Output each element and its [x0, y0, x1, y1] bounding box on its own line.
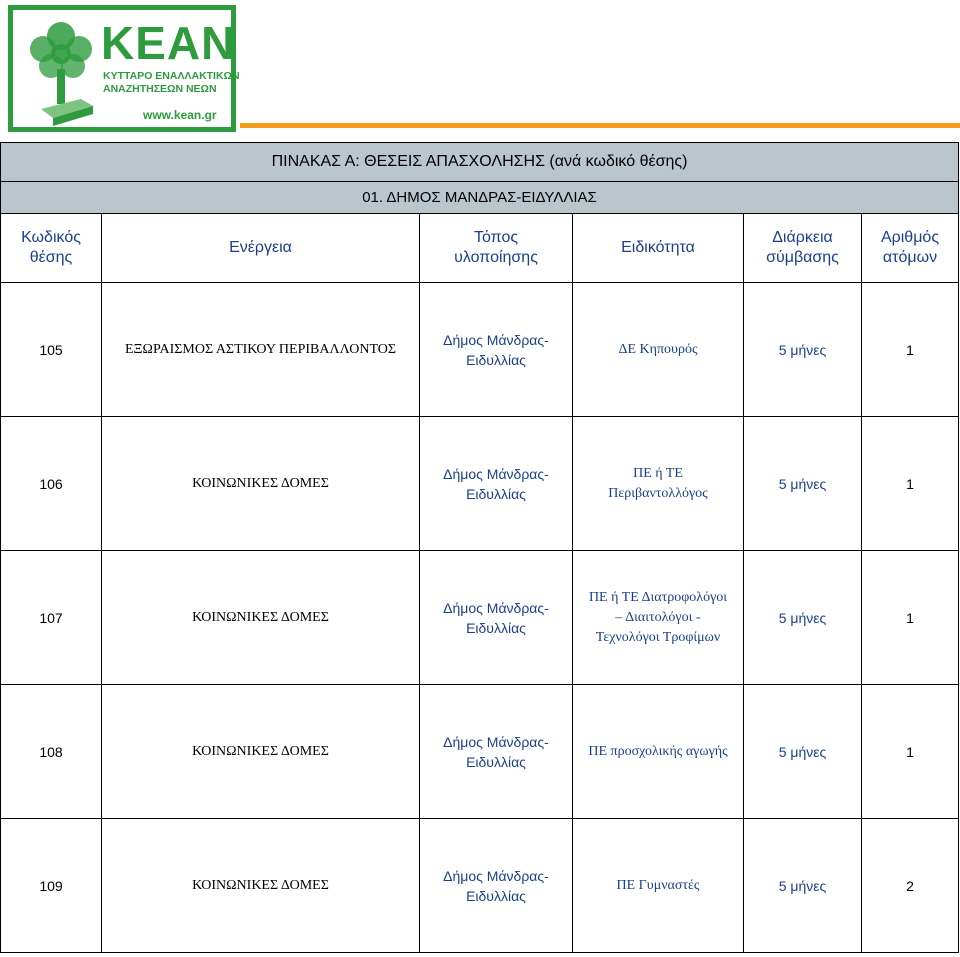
table-title: ΠΙΝΑΚΑΣ Α: ΘΕΣΕΙΣ ΑΠΑΣΧΟΛΗΣΗΣ (ανά κωδικό θέσης) [1, 143, 959, 182]
cell-specialty [573, 417, 744, 551]
cell-duration: 5 μήνες [744, 551, 862, 685]
cell-place-l1: Δήμος Μάνδρας- [443, 733, 549, 750]
table-subtitle-row [1, 182, 959, 214]
cell-code: 109 [1, 819, 102, 953]
header-duration-l2: σύμβασης [766, 249, 839, 266]
cell-code: 105 [1, 283, 102, 417]
table-header-row [1, 214, 959, 283]
cell-place [420, 417, 573, 551]
cell-spec-l1: ΠΕ προσχολικής αγωγής [588, 743, 728, 759]
logo-subtitle [103, 70, 240, 96]
table-row [1, 283, 959, 417]
table-title-row [1, 143, 959, 182]
table-row [1, 551, 959, 685]
cell-place-l2: Ειδυλλίας [466, 351, 526, 368]
cell-spec-l1: ΠΕ Γυμναστές [616, 877, 700, 893]
table-body [1, 283, 959, 953]
cell-place-l1: Δήμος Μάνδρας- [443, 331, 549, 348]
cell-place [420, 819, 573, 953]
header-place [420, 214, 573, 283]
cell-spec-l2: – Διαιτολόγοι - [615, 609, 701, 625]
orange-divider [240, 123, 960, 128]
cell-place [420, 685, 573, 819]
cell-spec-l1: ΠΕ ή ΤΕ [633, 465, 683, 481]
header-activity: Ενέργεια [102, 214, 420, 283]
cell-count: 1 [862, 685, 959, 819]
cell-place-l2: Ειδυλλίας [466, 485, 526, 502]
cell-count: 1 [862, 417, 959, 551]
logo-title: KEAN [101, 17, 236, 69]
cell-spec-l3: Τεχνολόγοι Τροφίμων [595, 629, 721, 645]
cell-place-l2: Ειδυλλίας [466, 619, 526, 636]
cell-specialty [573, 283, 744, 417]
cell-place-l1: Δήμος Μάνδρας- [443, 867, 549, 884]
header-place-l2: υλοποίησης [454, 249, 538, 266]
cell-spec-l1: ΔΕ Κηπουρός [618, 341, 698, 357]
cell-place [420, 283, 573, 417]
cell-specialty [573, 685, 744, 819]
cell-spec-l1: ΠΕ ή ΤΕ Διατροφολόγοι [588, 589, 728, 605]
cell-duration: 5 μήνες [744, 685, 862, 819]
logo-url: www.kean.gr [143, 108, 217, 122]
cell-code: 108 [1, 685, 102, 819]
cell-duration: 5 μήνες [744, 819, 862, 953]
header-count-l2: ατόμων [882, 249, 938, 266]
cell-place-l1: Δήμος Μάνδρας- [443, 465, 549, 482]
cell-place-l2: Ειδυλλίας [466, 753, 526, 770]
table-subtitle: 01. ΔΗΜΟΣ ΜΑΝΔΡΑΣ-ΕΙΔΥΛΛΙΑΣ [1, 182, 959, 214]
cell-activity: ΚΟΙΝΩΝΙΚΕΣ ΔΟΜΕΣ [102, 685, 420, 819]
table-row [1, 685, 959, 819]
header-specialty: Ειδικότητα [573, 214, 744, 283]
cell-spec-l2: Περιβαντολλόγος [608, 485, 708, 501]
cell-specialty [573, 551, 744, 685]
cell-activity: ΚΟΙΝΩΝΙΚΕΣ ΔΟΜΕΣ [102, 551, 420, 685]
cell-place-l2: Ειδυλλίας [466, 887, 526, 904]
header-code-l2: θέσης [29, 249, 73, 266]
cell-code: 106 [1, 417, 102, 551]
cell-code: 107 [1, 551, 102, 685]
logo-subtitle-line1: ΚΥΤΤΑΡΟ ΕΝΑΛΛΑΚΤΙΚΩΝ [103, 70, 240, 82]
cell-place-l1: Δήμος Μάνδρας- [443, 599, 549, 616]
header-code-l1: Κωδικός [21, 229, 81, 246]
cell-count: 2 [862, 819, 959, 953]
positions-table [0, 142, 959, 953]
logo-subtitle-line2: ΑΝΑΖΗΤΗΣΕΩΝ ΝΕΩΝ [103, 83, 217, 95]
header-place-l1: Τόπος [473, 229, 519, 246]
cell-place [420, 551, 573, 685]
positions-table-container [0, 142, 960, 953]
table-row [1, 819, 959, 953]
cell-specialty [573, 819, 744, 953]
cell-activity: ΚΟΙΝΩΝΙΚΕΣ ΔΟΜΕΣ [102, 819, 420, 953]
header-count-l1: Αριθμός [880, 229, 940, 246]
cell-count: 1 [862, 283, 959, 417]
header-code [1, 214, 102, 283]
cell-activity: ΕΞΩΡΑΙΣΜΟΣ ΑΣΤΙΚΟΥ ΠΕΡΙΒΑΛΛΟΝΤΟΣ [102, 283, 420, 417]
header-duration-l1: Διάρκεια [772, 229, 833, 246]
cell-count: 1 [862, 551, 959, 685]
header-duration [744, 214, 862, 283]
cell-duration: 5 μήνες [744, 283, 862, 417]
tree-icon [21, 14, 101, 129]
cell-activity: ΚΟΙΝΩΝΙΚΕΣ ΔΟΜΕΣ [102, 417, 420, 551]
cell-duration: 5 μήνες [744, 417, 862, 551]
header-count [862, 214, 959, 283]
table-row [1, 417, 959, 551]
kean-logo [8, 5, 240, 132]
